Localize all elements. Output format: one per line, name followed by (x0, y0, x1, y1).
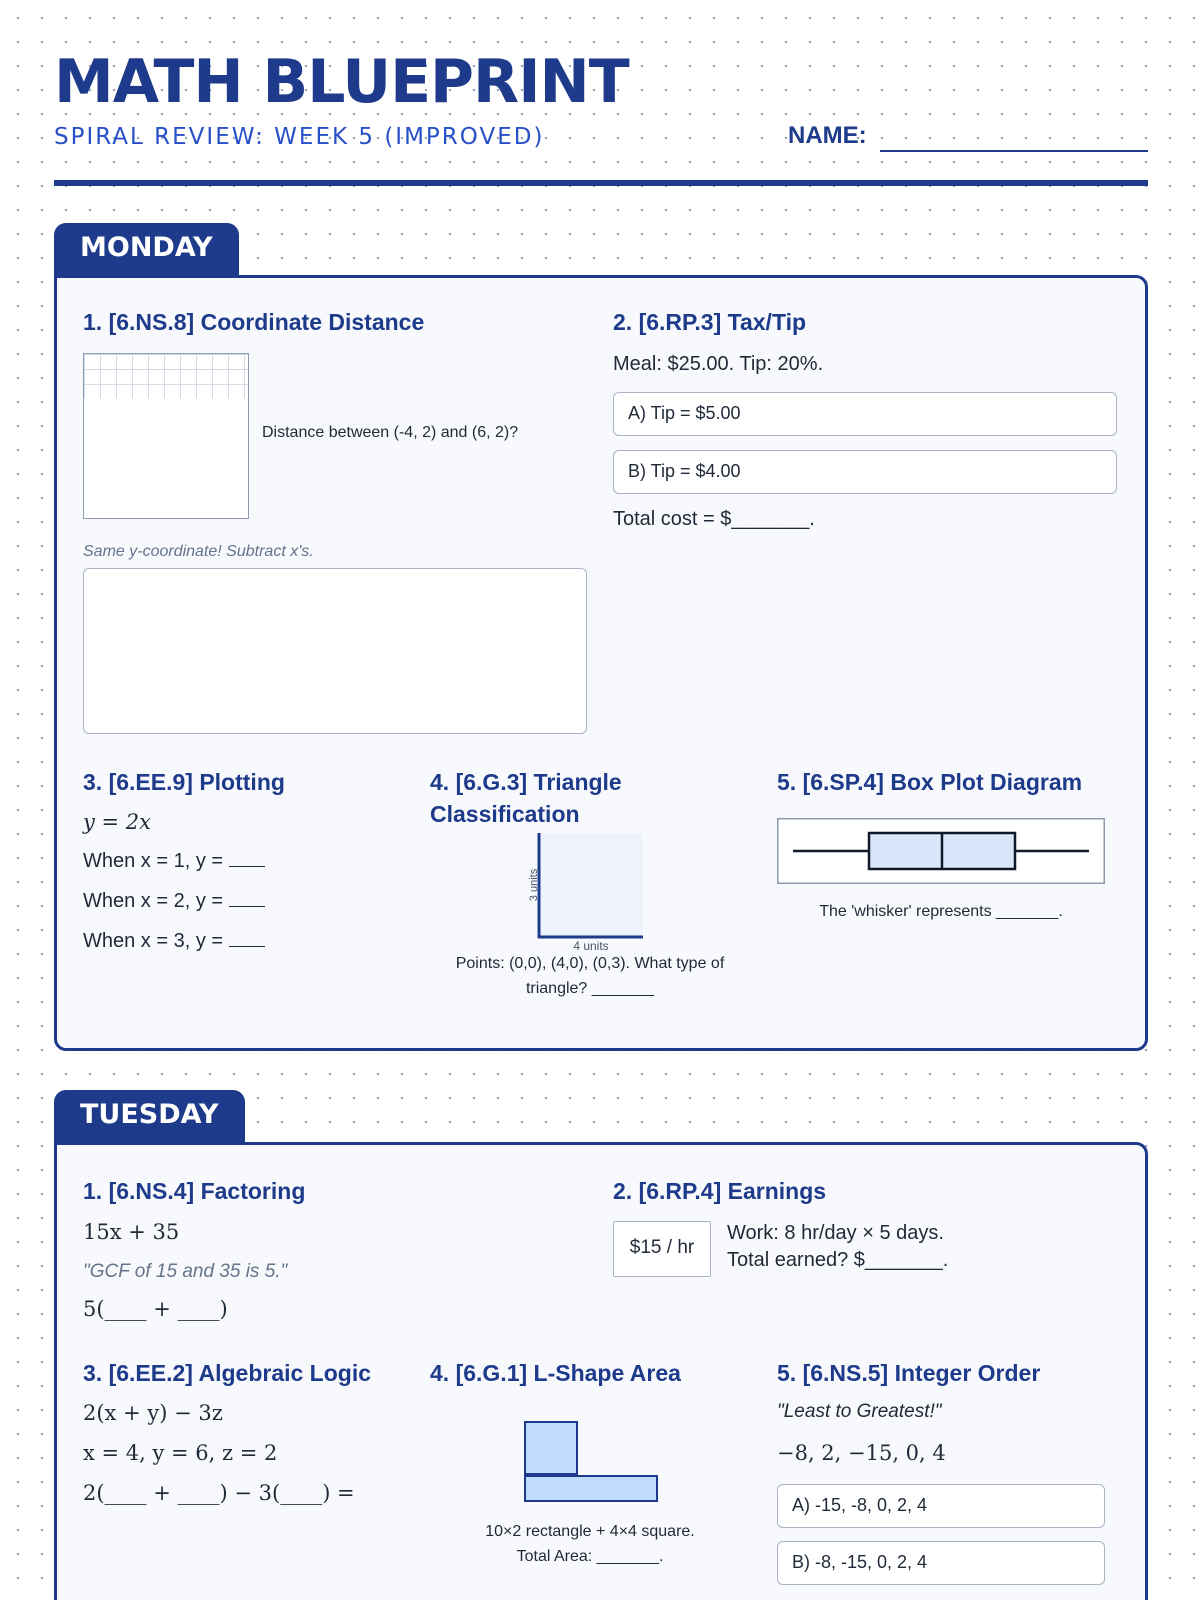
triangle-area (539, 833, 643, 937)
triangle-x-label: 4 units (573, 939, 609, 953)
monday-q3-line1 (83, 850, 265, 873)
monday-q4-question: Points: (0,0), (4,0), (0,3). What type of triangle? _______ (455, 955, 725, 997)
tuesday-q4-title: 4. [6.G.1] L-Shape Area (430, 1360, 681, 1386)
tuesday-q3-values: x = 4, y = 6, z = 2 (83, 1441, 278, 1465)
answer-blank[interactable] (229, 946, 265, 947)
monday-q4-title: 4. [6.G.3] Triangle Classification (430, 769, 622, 828)
page-title: MATH BLUEPRINT (54, 47, 629, 117)
monday-q5-question: The 'whisker' represents _______. (819, 903, 1063, 920)
tuesday-q5-choice-b[interactable]: B) -8, -15, 0, 2, 4 (777, 1541, 1105, 1585)
tuesday-q1-hint: "GCF of 15 and 35 is 5." (83, 1261, 288, 1282)
tuesday-q2-title: 2. [6.RP.4] Earnings (613, 1178, 827, 1204)
grid-lines (84, 354, 248, 398)
monday-q1-title: 1. [6.NS.8] Coordinate Distance (83, 309, 425, 335)
l-shape-rectangle (525, 1476, 657, 1501)
answer-blank[interactable] (229, 906, 265, 907)
day-tab-tuesday: TUESDAY (54, 1090, 245, 1144)
tuesday-q3-title: 3. [6.EE.2] Algebraic Logic (83, 1360, 372, 1386)
monday-q1-work-area[interactable] (83, 568, 587, 734)
tuesday-panel (54, 1142, 1148, 1600)
monday-q2-choice-a[interactable]: A) Tip = $5.00 (613, 392, 1117, 436)
monday-q2-total: Total cost = $_______. (613, 508, 815, 530)
l-shape-square (525, 1422, 577, 1474)
monday-q3-line3-text: When x = 3, y = (83, 930, 224, 952)
monday-q5-title: 5. [6.SP.4] Box Plot Diagram (777, 769, 1083, 795)
answer-blank[interactable] (229, 866, 265, 867)
l-shape-diagram (523, 1420, 659, 1504)
monday-panel (54, 275, 1148, 1051)
tuesday-q2-line2: Total earned? $_______. (727, 1249, 949, 1271)
tuesday-q1-title: 1. [6.NS.4] Factoring (83, 1178, 306, 1204)
tuesday-q5-hint: "Least to Greatest!" (777, 1401, 942, 1422)
box-plot-diagram (777, 818, 1105, 884)
tuesday-q4-caption1: 10×2 rectangle + 4×4 square. (485, 1523, 695, 1540)
worksheet-page (54, 0, 1148, 1600)
monday-q1-question: Distance between (-4, 2) and (6, 2)? (262, 424, 519, 441)
monday-q3-line3 (83, 930, 265, 953)
tuesday-q5-numbers: −8, 2, −15, 0, 4 (777, 1441, 946, 1465)
monday-q3-line2 (83, 890, 265, 913)
name-label: NAME: (788, 122, 867, 149)
triangle-y-label: 3 units (528, 868, 540, 902)
tuesday-q4-caption2: Total Area: _______. (516, 1548, 664, 1565)
monday-q2-choice-b[interactable]: B) Tip = $4.00 (613, 450, 1117, 494)
monday-q3-equation: y = 2x (83, 810, 152, 834)
monday-q3-line1-text: When x = 1, y = (83, 850, 224, 872)
name-field[interactable] (880, 150, 1148, 152)
tuesday-q3-expression: 2(x + y) − 3z (83, 1401, 223, 1425)
triangle-diagram (517, 833, 647, 958)
page-subtitle: SPIRAL REVIEW: WEEK 5 (IMPROVED) (54, 124, 545, 150)
hourly-rate-box: $15 / hr (613, 1221, 711, 1277)
monday-q3-line2-text: When x = 2, y = (83, 890, 224, 912)
monday-q3-title: 3. [6.EE.9] Plotting (83, 769, 285, 795)
header-divider (54, 180, 1148, 186)
coordinate-grid (83, 353, 249, 519)
tuesday-q2-line1: Work: 8 hr/day × 5 days. (727, 1222, 944, 1244)
day-tab-monday: MONDAY (54, 223, 239, 277)
tuesday-q3-template[interactable]: 2(____ + ____) − 3(____) = (83, 1481, 355, 1505)
monday-q2-prompt: Meal: $25.00. Tip: 20%. (613, 353, 824, 375)
tuesday-q5-title: 5. [6.NS.5] Integer Order (777, 1360, 1041, 1386)
tuesday-q1-expression: 15x + 35 (83, 1220, 180, 1244)
tuesday-q5-choice-a[interactable]: A) -15, -8, 0, 2, 4 (777, 1484, 1105, 1528)
monday-q1-hint: Same y-coordinate! Subtract x's. (83, 543, 314, 560)
monday-q2-title: 2. [6.RP.3] Tax/Tip (613, 309, 807, 335)
tuesday-q1-answer-template[interactable]: 5(____ + ____) (83, 1297, 228, 1321)
